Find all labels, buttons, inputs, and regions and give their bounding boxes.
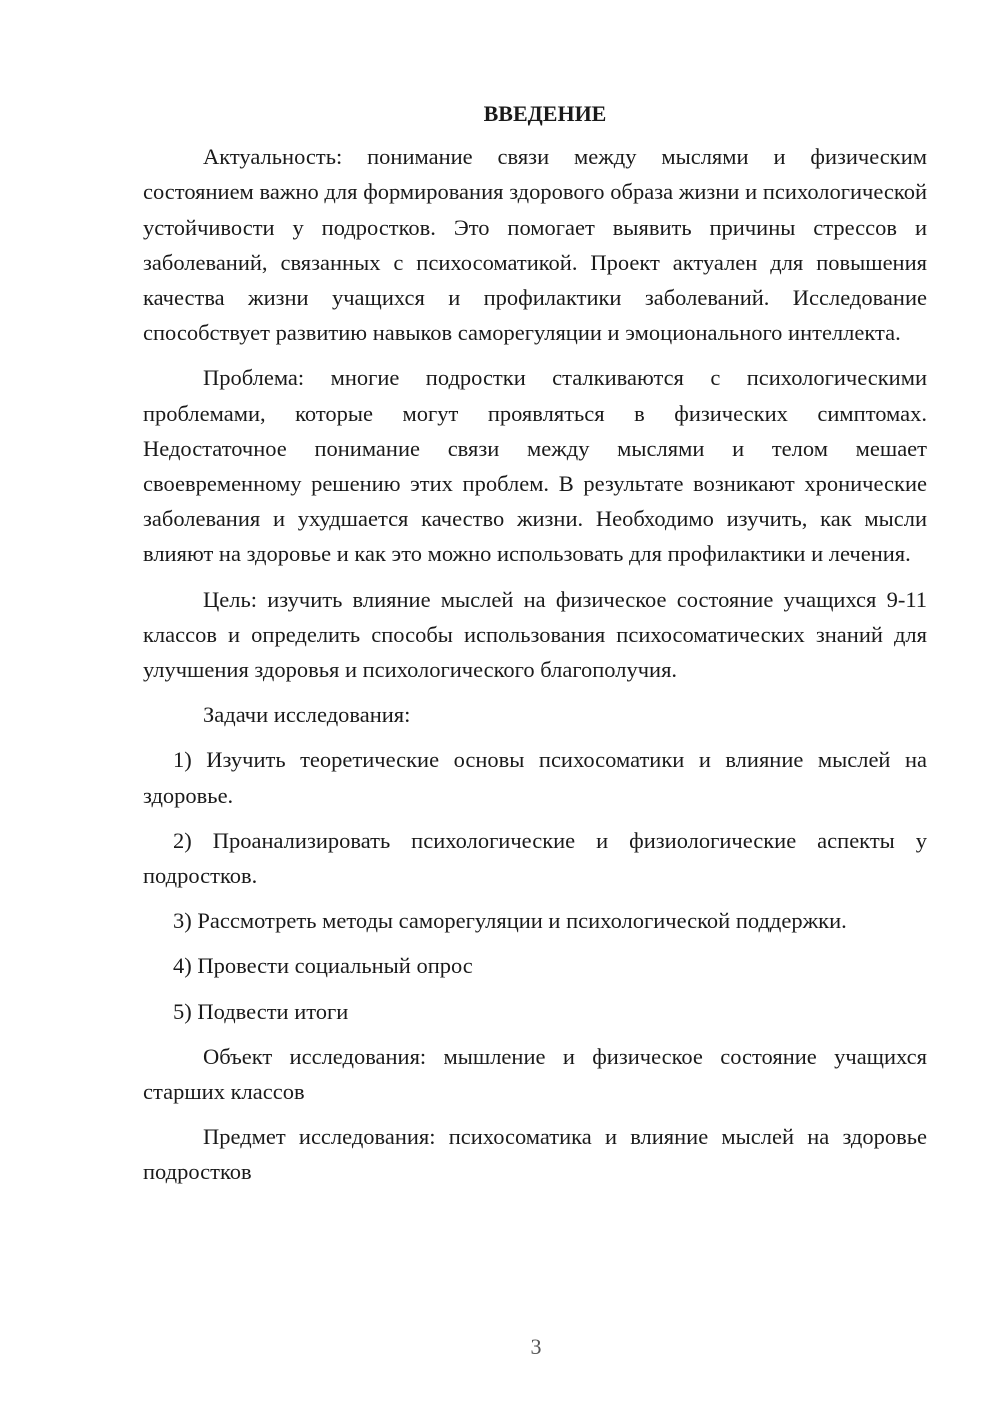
task-item: 4) Провести социальный опрос — [173, 953, 473, 979]
task-item: 2) Проанализировать психологические и физиологические аспекты у подростков. — [143, 827, 927, 889]
task-item: 5) Подвести итоги — [173, 998, 349, 1024]
goal-paragraph: Цель: изучить влияние мыслей на физическое состояние учащихся 9-11 классов и определить способы использования психосоматических знаний для улучшения здоровья и психологического благополучия. — [143, 586, 927, 683]
subject-paragraph: Предмет исследования: психосоматика и влияние мыслей на здоровье подростков — [143, 1124, 927, 1185]
document-body — [143, 96, 927, 1200]
task-item: 3) Рассмотреть методы саморегуляции и психологической поддержки. — [173, 908, 847, 934]
page-title: ВВЕДЕНИЕ — [483, 101, 607, 126]
page-number: 3 — [530, 1334, 542, 1359]
tasks-heading: Задачи исследования: — [203, 702, 411, 728]
object-paragraph: Объект исследования: мышление и физическое состояние учащихся старших классов — [143, 1043, 927, 1105]
task-item: 1) Изучить теоретические основы психосоматики и влияние мыслей на здоровье. — [143, 747, 927, 808]
relevance-paragraph: Актуальность: понимание связи между мыслями и физическим состоянием важно для формирования здорового образа жизни и психологической устойчивости у подростков. Это помогает выявить причины стрессов и заболеваний, связанных с психосоматикой. Проект актуален для повышения качества жизни учащихся и профилактики заболеваний. Исследование способствует развитию навыков саморегуляции и эмоционального интеллекта. — [143, 144, 927, 346]
tasks-list — [143, 742, 927, 1028]
problem-paragraph: Проблема: многие подростки сталкиваются с психологическими проблемами, которые могут проявляться в физических симптомах. Недостаточное понимание связи между мыслями и телом мешает своевременному решению этих проблем. В результате возникают хронические заболевания и ухудшается качество жизни. Необходимо изучить, как мысли влияют на здоровье и как это можно использовать для профилактики и лечения. — [143, 365, 927, 567]
